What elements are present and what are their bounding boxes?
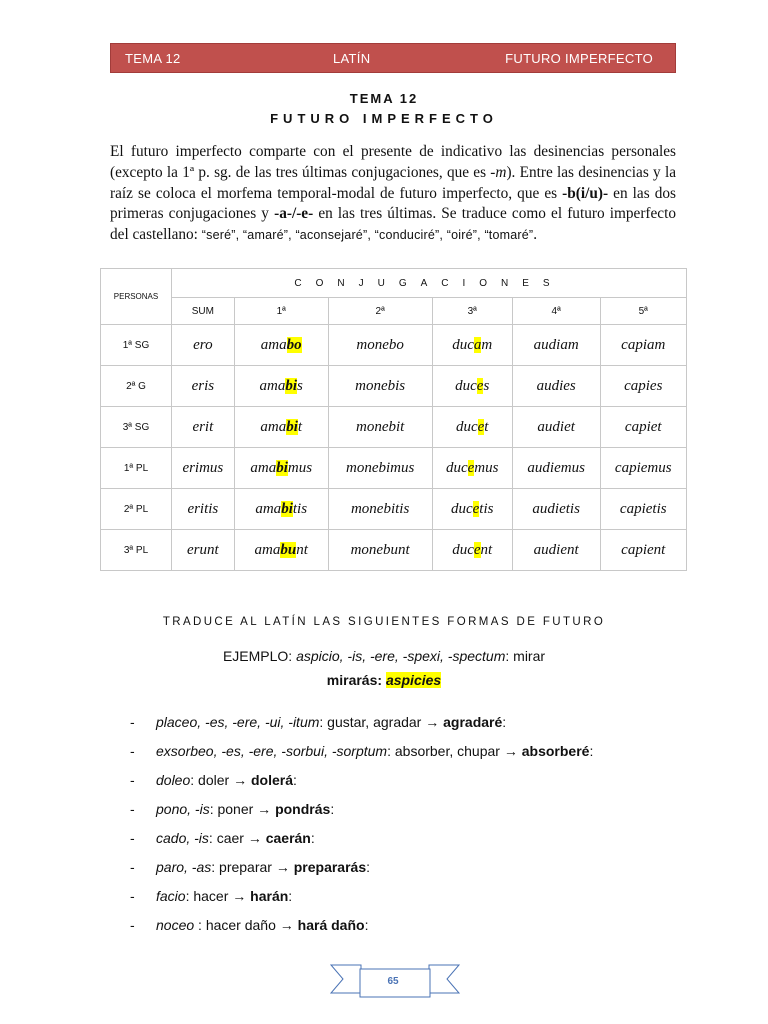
dash-bullet: - — [130, 743, 135, 759]
person-cell: 2ª PL — [101, 489, 172, 530]
conj3-morpheme: e — [476, 377, 484, 394]
list-item: - paro, -as: preparar → prepararás: — [130, 856, 593, 885]
conj1-form-cell — [234, 448, 328, 489]
table-row — [101, 407, 687, 448]
conj2-form-cell: monebis — [328, 366, 432, 407]
conj3-morpheme: a — [473, 336, 482, 353]
conj1-part: ama — [260, 418, 287, 435]
table-row — [101, 325, 687, 366]
exercise-meaning: : hacer → — [185, 888, 251, 904]
exercise-title: TRADUCE AL LATÍN LAS SIGUIENTES FORMAS DE FUTURO — [162, 616, 606, 628]
conj3-part: s — [483, 377, 490, 394]
exercise-form: absorberé — [521, 743, 590, 759]
conj5-form-cell: capies — [600, 366, 686, 407]
intro-text-4: en las tres últimas. Se traduce como el futuro imperfecto del castellano: — [110, 205, 676, 244]
dash-bullet: - — [130, 859, 135, 875]
exercise-verb: paro, -as — [156, 859, 212, 875]
list-item: - facio: hacer → harán: — [130, 885, 593, 914]
intro-examples: “seré”, “amaré”, “aconsejaré”, “conduciré”, “oiré”, “tomaré” — [201, 228, 534, 243]
conj1-morpheme: bu — [280, 541, 297, 558]
dash-bullet: - — [130, 830, 135, 846]
table-row — [101, 448, 687, 489]
conj3-form-cell — [432, 407, 512, 448]
exercise-form: prepararás — [293, 859, 367, 875]
conj1-form-cell — [234, 366, 328, 407]
sum-form-cell: ero — [172, 325, 235, 366]
exercise-form: harán — [250, 888, 289, 904]
conj1-part: ama — [260, 336, 287, 353]
sum-form-cell: eritis — [172, 489, 235, 530]
conj1-morpheme: bo — [286, 336, 302, 353]
person-cell: 3ª PL — [101, 530, 172, 571]
exercise-meaning: : caer → — [208, 830, 266, 846]
conj3-form-cell — [432, 325, 512, 366]
conj1-form-cell — [234, 325, 328, 366]
col-head-3: 3ª — [432, 298, 512, 325]
intro-text-3: en las dos primeras conjugaciones y — [110, 184, 677, 223]
conj3-part: duc — [445, 459, 468, 476]
example-verb: aspicio, -is, -ere, -spexi, -spectum — [296, 648, 506, 664]
page-number: 65 — [387, 976, 399, 987]
intro-paragraph — [110, 142, 676, 246]
conj1-morpheme: bi — [285, 377, 298, 394]
col-head-1: 1ª — [234, 298, 328, 325]
example-line — [0, 648, 768, 664]
conj1-part: ama — [259, 377, 286, 394]
conj1-part: mus — [287, 459, 313, 476]
col-head-2: 2ª — [328, 298, 432, 325]
list-item: - cado, -is: caer → caerán: — [130, 827, 593, 856]
sum-form-cell: eris — [172, 366, 235, 407]
conj3-part: duc — [455, 418, 478, 435]
conj4-form-cell: audies — [512, 366, 600, 407]
conj1-morpheme: bi — [281, 500, 293, 517]
dash-bullet: - — [130, 772, 135, 788]
conj4-form-cell: audietis — [512, 489, 600, 530]
exercise-list — [130, 711, 593, 943]
conj3-form-cell — [432, 489, 512, 530]
conj1-part: t — [297, 418, 303, 435]
conj3-part: duc — [452, 541, 474, 558]
conj3-part: m — [481, 336, 493, 353]
conj3-form-cell — [432, 530, 512, 571]
conj3-morpheme: e — [477, 418, 485, 435]
conj1-part: s — [297, 377, 303, 394]
conj5-form-cell: capiet — [600, 407, 686, 448]
exercise-meaning: : preparar → — [211, 859, 294, 875]
conj4-form-cell: audiet — [512, 407, 600, 448]
exercise-meaning: : doler → — [190, 772, 251, 788]
intro-morpheme-2: -a-/-e- — [274, 205, 314, 223]
conj3-part: tis — [479, 500, 494, 517]
conj1-part: ama — [254, 541, 281, 558]
conj3-part: duc — [450, 500, 473, 517]
conj3-part: t — [484, 418, 489, 435]
person-cell: 1ª PL — [101, 448, 172, 489]
personas-header: PERSONAS — [101, 269, 172, 325]
intro-end: . — [533, 226, 538, 244]
page-subtitle: FUTURO IMPERFECTO — [270, 111, 498, 126]
conj1-form-cell — [234, 407, 328, 448]
exercise-meaning: : hacer daño → — [198, 917, 298, 933]
table-row — [101, 530, 687, 571]
dash-bullet: - — [130, 714, 135, 730]
person-cell: 3ª SG — [101, 407, 172, 448]
conj5-form-cell: capient — [600, 530, 686, 571]
col-head-4: 4ª — [512, 298, 600, 325]
exercise-verb: facio — [156, 888, 186, 904]
conj5-form-cell: capietis — [600, 489, 686, 530]
exercise-meaning: : absorber, chupar → — [387, 743, 522, 759]
dash-bullet: - — [130, 888, 135, 904]
intro-text-1: El futuro imperfecto comparte con el presente de indicativo las desinencias personales (excepto la 1ª p. sg. de las tres últimas conjugaciones, que es — [110, 143, 676, 181]
conj2-form-cell: monebimus — [328, 448, 432, 489]
conj3-form-cell — [432, 448, 512, 489]
exercise-verb: noceo — [156, 917, 199, 933]
conj1-form-cell — [234, 489, 328, 530]
exercise-verb: pono, -is — [156, 801, 210, 817]
conj1-part: nt — [296, 541, 308, 558]
header-center: LATÍN — [333, 50, 371, 66]
sum-form-cell: erimus — [172, 448, 235, 489]
person-cell: 2ª G — [101, 366, 172, 407]
conj3-morpheme: e — [473, 541, 481, 558]
exercise-meaning: : gustar, agradar → — [319, 714, 444, 730]
conj3-part: nt — [480, 541, 493, 558]
intro-morpheme-1: -b(i/u)- — [562, 184, 609, 202]
list-item: - noceo : hacer daño → hará daño: — [130, 914, 593, 943]
list-item: - exsorbeo, -es, -ere, -sorbui, -sorptum: absorber, chupar → absorberé: — [130, 740, 593, 769]
header-right: FUTURO IMPERFECTO — [505, 50, 653, 66]
conj2-form-cell: monebo — [328, 325, 432, 366]
conj5-form-cell: capiam — [600, 325, 686, 366]
dash-bullet: - — [130, 917, 135, 933]
example-form: mirarás — [326, 672, 378, 688]
conj2-form-cell: monebunt — [328, 530, 432, 571]
conjugaciones-header: CONJUGACIONES — [172, 269, 687, 298]
conjugation-table-body — [101, 325, 687, 571]
conj1-part: ama — [255, 500, 282, 517]
page-title: TEMA 12 — [349, 91, 419, 106]
conj1-part: tis — [292, 500, 308, 517]
exercise-form: caerán — [265, 830, 311, 846]
conj3-form-cell — [432, 366, 512, 407]
intro-text-2: ). Entre las desinencias y la raíz se coloca el morfema temporal-modal de futuro imperfecto, que es — [110, 163, 676, 202]
table-row — [101, 366, 687, 407]
dash-bullet: - — [130, 801, 135, 817]
exercise-verb: exsorbeo, -es, -ere, -sorbui, -sorptum — [156, 743, 388, 759]
conj3-part: mus — [474, 459, 499, 476]
intro-ending-m: -m — [490, 163, 507, 181]
sum-form-cell: erit — [172, 407, 235, 448]
conj4-form-cell: audiemus — [512, 448, 600, 489]
conj4-form-cell: audiam — [512, 325, 600, 366]
exercise-verb: placeo, -es, -ere, -ui, -itum — [156, 714, 320, 730]
exercise-verb: doleo — [156, 772, 191, 788]
example-meaning: : mirar — [505, 648, 546, 664]
conj5-form-cell: capiemus — [600, 448, 686, 489]
conj3-morpheme: e — [472, 500, 480, 517]
conj4-form-cell: audient — [512, 530, 600, 571]
conj1-part: ama — [250, 459, 277, 476]
header-bar — [110, 43, 676, 73]
list-item: - pono, -is: poner → pondrás: — [130, 798, 593, 827]
example-answer: aspicies — [385, 672, 442, 688]
example-label: EJEMPLO: — [222, 648, 293, 664]
exercise-verb: cado, -is — [156, 830, 209, 846]
sum-form-cell: erunt — [172, 530, 235, 571]
conj1-form-cell — [234, 530, 328, 571]
conj3-part: duc — [452, 336, 474, 353]
header-left: TEMA 12 — [125, 50, 181, 66]
exercise-meaning: : poner → — [209, 801, 276, 817]
exercise-form: hará daño — [297, 917, 365, 933]
exercise-form: agradaré — [443, 714, 503, 730]
conj2-form-cell: monebitis — [328, 489, 432, 530]
exercise-form: dolerá — [250, 772, 293, 788]
col-head-5: 5ª — [600, 298, 686, 325]
exercise-form: pondrás — [275, 801, 331, 817]
conj3-part: duc — [455, 377, 477, 394]
example-answer-line: mirarás: aspicies — [326, 672, 442, 688]
list-item: - doleo: doler → dolerá: — [130, 769, 593, 798]
table-row — [101, 489, 687, 530]
conj3-morpheme: e — [467, 459, 475, 476]
conj1-morpheme: bi — [286, 418, 298, 435]
conjugation-table — [100, 268, 687, 571]
conj1-morpheme: bi — [276, 459, 288, 476]
conj2-form-cell: monebit — [328, 407, 432, 448]
person-cell: 1ª SG — [101, 325, 172, 366]
list-item: - placeo, -es, -ere, -ui, -itum: gustar, agradar → agradaré: — [130, 711, 593, 740]
col-head-sum: SUM — [172, 298, 235, 325]
